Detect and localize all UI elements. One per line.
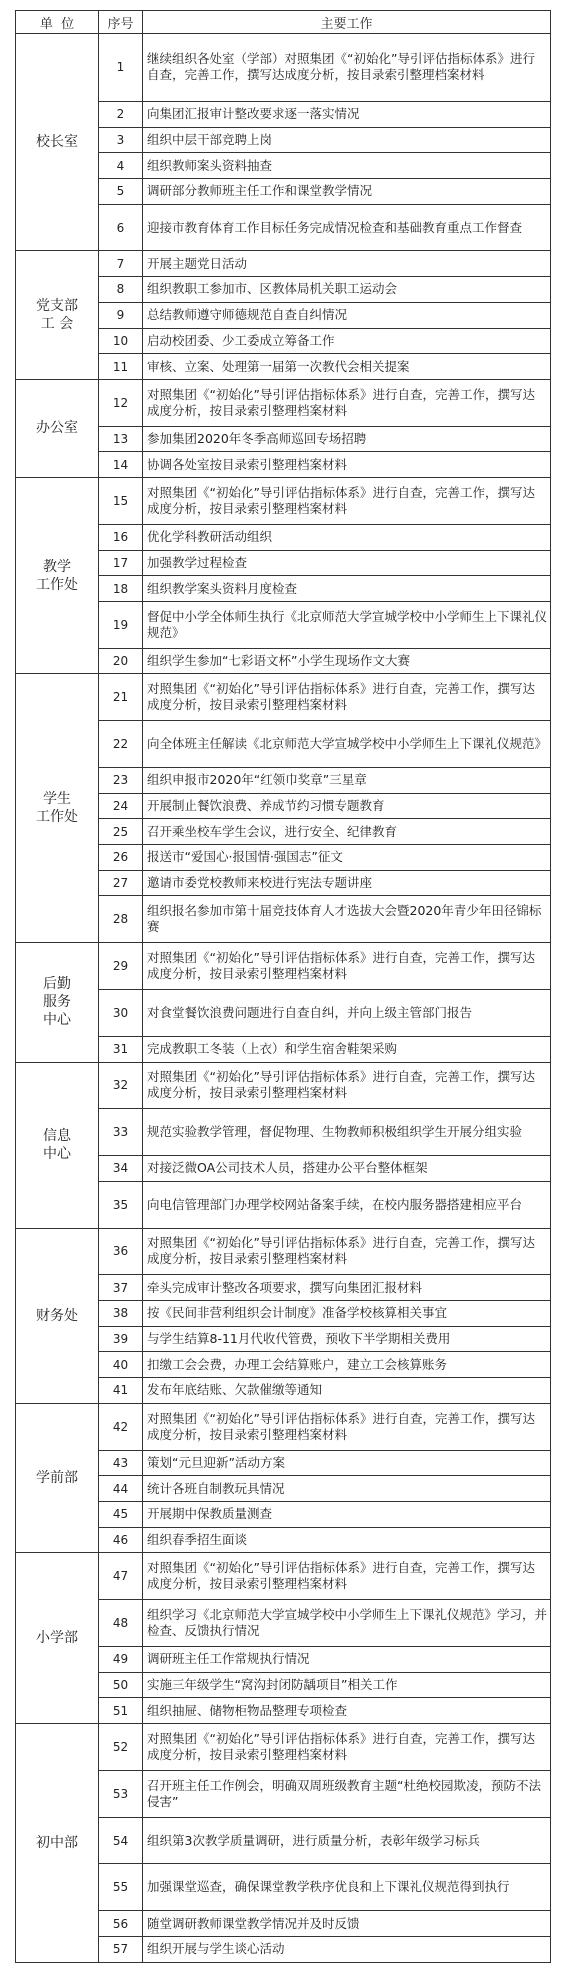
work-cell: 对照集团《“初始化”导引评估指标体系》进行自查，完善工作，撰写达成度分析，按目录索引整理档案材料 bbox=[143, 1062, 551, 1109]
seq-cell: 31 bbox=[99, 1036, 143, 1062]
work-cell: 组织春季招生面谈 bbox=[143, 1527, 551, 1553]
seq-cell: 1 bbox=[99, 34, 143, 102]
seq-cell: 17 bbox=[99, 550, 143, 576]
unit-cell: 校长室 bbox=[16, 34, 99, 251]
seq-cell: 18 bbox=[99, 576, 143, 602]
work-cell: 总结教师遵守师德规范自查自纠情况 bbox=[143, 302, 551, 328]
work-cell: 对照集团《“初始化”导引评估指标体系》进行自查，完善工作，撰写达成度分析，按目录索引整理档案材料 bbox=[143, 674, 551, 721]
seq-cell: 46 bbox=[99, 1527, 143, 1553]
seq-cell: 3 bbox=[99, 127, 143, 153]
seq-cell: 27 bbox=[99, 870, 143, 896]
unit-cell: 办公室 bbox=[16, 379, 99, 477]
seq-cell: 37 bbox=[99, 1275, 143, 1301]
work-cell: 对食堂餐饮浪费问题进行自查自纠，并向上级主管部门报告 bbox=[143, 990, 551, 1037]
seq-cell: 23 bbox=[99, 767, 143, 793]
seq-cell: 57 bbox=[99, 1936, 143, 1962]
work-cell: 按《民间非营利组织会计制度》准备学校核算相关事宜 bbox=[143, 1301, 551, 1327]
seq-cell: 45 bbox=[99, 1501, 143, 1527]
work-cell: 牵头完成审计整改各项要求，撰写向集团汇报材料 bbox=[143, 1275, 551, 1301]
unit-cell: 教学 工作处 bbox=[16, 478, 99, 674]
table-body bbox=[16, 34, 551, 1963]
unit-cell: 小学部 bbox=[16, 1553, 99, 1724]
seq-cell: 12 bbox=[99, 379, 143, 426]
work-cell: 向全体班主任解读《北京师范大学宣城学校中小学师生上下课礼仪规范》 bbox=[143, 721, 551, 768]
seq-cell: 35 bbox=[99, 1181, 143, 1228]
work-cell: 组织教学案头资料月度检查 bbox=[143, 576, 551, 602]
table-row bbox=[16, 251, 551, 277]
seq-cell: 7 bbox=[99, 251, 143, 277]
work-cell: 调研班主任工作常规执行情况 bbox=[143, 1646, 551, 1672]
work-cell: 组织学习《北京师范大学宣城学校中小学师生上下课礼仪规范》学习，并检查、反馈执行情况 bbox=[143, 1600, 551, 1647]
unit-cell: 后勤 服务 中心 bbox=[16, 943, 99, 1062]
seq-cell: 30 bbox=[99, 990, 143, 1037]
seq-cell: 51 bbox=[99, 1698, 143, 1724]
work-cell: 迎接市教育体育工作目标任务完成情况检查和基础教育重点工作督查 bbox=[143, 204, 551, 251]
table-row bbox=[16, 1553, 551, 1600]
unit-cell: 党支部 工 会 bbox=[16, 251, 99, 379]
seq-cell: 55 bbox=[99, 1864, 143, 1911]
seq-cell: 34 bbox=[99, 1156, 143, 1182]
seq-cell: 39 bbox=[99, 1326, 143, 1352]
seq-cell: 48 bbox=[99, 1600, 143, 1647]
work-cell: 调研部分教师班主任工作和课堂教学情况 bbox=[143, 178, 551, 204]
work-cell: 对接泛微OA公司技术人员，搭建办公平台整体框架 bbox=[143, 1156, 551, 1182]
work-cell: 组织教职工参加市、区教体局机关职工运动会 bbox=[143, 277, 551, 303]
seq-cell: 20 bbox=[99, 648, 143, 674]
seq-cell: 8 bbox=[99, 277, 143, 303]
table-row bbox=[16, 1228, 551, 1275]
work-cell: 对照集团《“初始化”导引评估指标体系》进行自查，完善工作，撰写达成度分析，按目录索引整理档案材料 bbox=[143, 1228, 551, 1275]
work-cell: 组织第3次教学质量调研，进行质量分析，表彰年级学习标兵 bbox=[143, 1817, 551, 1864]
work-cell: 参加集团2020年冬季高师巡回专场招聘 bbox=[143, 426, 551, 452]
seq-cell: 41 bbox=[99, 1378, 143, 1404]
work-cell: 加强教学过程检查 bbox=[143, 550, 551, 576]
seq-cell: 36 bbox=[99, 1228, 143, 1275]
work-cell: 报送市“爱国心·报国情·强国志”征文 bbox=[143, 845, 551, 871]
work-cell: 组织中层干部竞聘上岗 bbox=[143, 127, 551, 153]
unit-cell: 学生 工作处 bbox=[16, 674, 99, 943]
seq-cell: 6 bbox=[99, 204, 143, 251]
header-work: 主要工作 bbox=[143, 11, 551, 34]
seq-cell: 47 bbox=[99, 1553, 143, 1600]
work-cell: 发布年底结账、欠款催缴等通知 bbox=[143, 1378, 551, 1404]
work-cell: 协调各处室按目录索引整理档案材料 bbox=[143, 452, 551, 478]
work-cell: 策划“元旦迎新”活动方案 bbox=[143, 1450, 551, 1476]
table-row bbox=[16, 1724, 551, 1771]
work-cell: 对照集团《“初始化”导引评估指标体系》进行自查，完善工作，撰写达成度分析，按目录索引整理档案材料 bbox=[143, 1724, 551, 1771]
table-row bbox=[16, 1062, 551, 1109]
unit-cell: 初中部 bbox=[16, 1724, 99, 1963]
table-row bbox=[16, 34, 551, 102]
work-cell: 督促中小学全体师生执行《北京师范大学宣城学校中小学师生上下课礼仪规范》 bbox=[143, 601, 551, 648]
header-unit: 单 位 bbox=[16, 11, 99, 34]
work-cell: 召开班主任工作例会，明确双周班级教育主题“杜绝校园欺凌，预防不法侵害” bbox=[143, 1770, 551, 1817]
seq-cell: 42 bbox=[99, 1403, 143, 1450]
seq-cell: 11 bbox=[99, 354, 143, 380]
seq-cell: 53 bbox=[99, 1770, 143, 1817]
seq-cell: 38 bbox=[99, 1301, 143, 1327]
unit-cell: 财务处 bbox=[16, 1228, 99, 1403]
seq-cell: 44 bbox=[99, 1476, 143, 1502]
unit-cell: 信息 中心 bbox=[16, 1062, 99, 1228]
seq-cell: 50 bbox=[99, 1672, 143, 1698]
seq-cell: 28 bbox=[99, 896, 143, 943]
work-cell: 召开乘坐校车学生会议，进行安全、纪律教育 bbox=[143, 819, 551, 845]
seq-cell: 54 bbox=[99, 1817, 143, 1864]
work-cell: 组织学生参加“七彩语文杯”小学生现场作文大赛 bbox=[143, 648, 551, 674]
header-row bbox=[16, 11, 551, 34]
header-seq: 序号 bbox=[99, 11, 143, 34]
work-cell: 对照集团《“初始化”导引评估指标体系》进行自查，完善工作，撰写达成度分析，按目录索引整理档案材料 bbox=[143, 1403, 551, 1450]
seq-cell: 24 bbox=[99, 793, 143, 819]
work-cell: 启动校团委、少工委成立筹备工作 bbox=[143, 328, 551, 354]
work-cell: 邀请市委党校教师来校进行宪法专题讲座 bbox=[143, 870, 551, 896]
work-plan-table bbox=[15, 10, 551, 1963]
work-cell: 继续组织各处室（学部）对照集团《“初始化”导引评估指标体系》进行自查，完善工作，撰写达成度分析，按目录索引整理档案材料 bbox=[143, 34, 551, 102]
work-cell: 对照集团《“初始化”导引评估指标体系》进行自查，完善工作，撰写达成度分析，按目录索引整理档案材料 bbox=[143, 478, 551, 525]
work-cell: 优化学科教研活动组织 bbox=[143, 524, 551, 550]
table-row bbox=[16, 478, 551, 525]
table-row bbox=[16, 943, 551, 990]
seq-cell: 15 bbox=[99, 478, 143, 525]
work-cell: 开展期中保教质量测查 bbox=[143, 1501, 551, 1527]
work-cell: 对照集团《“初始化”导引评估指标体系》进行自查，完善工作，撰写达成度分析，按目录索引整理档案材料 bbox=[143, 943, 551, 990]
work-cell: 实施三年级学生“窝沟封闭防龋项目”相关工作 bbox=[143, 1672, 551, 1698]
work-cell: 统计各班自制教玩具情况 bbox=[143, 1476, 551, 1502]
seq-cell: 43 bbox=[99, 1450, 143, 1476]
seq-cell: 9 bbox=[99, 302, 143, 328]
work-cell: 扣缴工会会费，办理工会结算账户，建立工会核算账务 bbox=[143, 1352, 551, 1378]
seq-cell: 19 bbox=[99, 601, 143, 648]
table-row bbox=[16, 674, 551, 721]
seq-cell: 2 bbox=[99, 101, 143, 127]
work-cell: 完成教职工冬装（上衣）和学生宿舍鞋架采购 bbox=[143, 1036, 551, 1062]
seq-cell: 25 bbox=[99, 819, 143, 845]
work-cell: 规范实验教学管理，督促物理、生物教师积极组织学生开展分组实验 bbox=[143, 1109, 551, 1156]
table-row bbox=[16, 1403, 551, 1450]
work-cell: 随堂调研教师课堂教学情况并及时反馈 bbox=[143, 1911, 551, 1937]
unit-cell: 学前部 bbox=[16, 1403, 99, 1553]
work-cell: 组织教师案头资料抽查 bbox=[143, 153, 551, 179]
seq-cell: 21 bbox=[99, 674, 143, 721]
seq-cell: 29 bbox=[99, 943, 143, 990]
work-cell: 开展制止餐饮浪费、养成节约习惯专题教育 bbox=[143, 793, 551, 819]
work-cell: 开展主题党日活动 bbox=[143, 251, 551, 277]
work-cell: 组织抽屉、储物柜物品整理专项检查 bbox=[143, 1698, 551, 1724]
seq-cell: 56 bbox=[99, 1911, 143, 1937]
work-cell: 向电信管理部门办理学校网站备案手续，在校内服务器搭建相应平台 bbox=[143, 1181, 551, 1228]
seq-cell: 14 bbox=[99, 452, 143, 478]
seq-cell: 4 bbox=[99, 153, 143, 179]
seq-cell: 40 bbox=[99, 1352, 143, 1378]
work-cell: 对照集团《“初始化”导引评估指标体系》进行自查，完善工作，撰写达成度分析，按目录索引整理档案材料 bbox=[143, 1553, 551, 1600]
work-cell: 组织申报市2020年“红领巾奖章”三星章 bbox=[143, 767, 551, 793]
seq-cell: 26 bbox=[99, 845, 143, 871]
work-cell: 与学生结算8-11月代收代管费，预收下半学期相关费用 bbox=[143, 1326, 551, 1352]
seq-cell: 5 bbox=[99, 178, 143, 204]
seq-cell: 16 bbox=[99, 524, 143, 550]
seq-cell: 49 bbox=[99, 1646, 143, 1672]
work-cell: 组织报名参加市第十届竞技体育人才选拔大会暨2020年青少年田径锦标赛 bbox=[143, 896, 551, 943]
work-cell: 对照集团《“初始化”导引评估指标体系》进行自查，完善工作，撰写达成度分析，按目录索引整理档案材料 bbox=[143, 379, 551, 426]
seq-cell: 10 bbox=[99, 328, 143, 354]
seq-cell: 13 bbox=[99, 426, 143, 452]
seq-cell: 52 bbox=[99, 1724, 143, 1771]
seq-cell: 33 bbox=[99, 1109, 143, 1156]
work-cell: 加强课堂巡查，确保课堂教学秩序优良和上下课礼仪规范得到执行 bbox=[143, 1864, 551, 1911]
seq-cell: 32 bbox=[99, 1062, 143, 1109]
seq-cell: 22 bbox=[99, 721, 143, 768]
work-cell: 组织开展与学生谈心活动 bbox=[143, 1936, 551, 1962]
work-cell: 向集团汇报审计整改要求逐一落实情况 bbox=[143, 101, 551, 127]
table-row bbox=[16, 379, 551, 426]
work-cell: 审核、立案、处理第一届第一次教代会相关提案 bbox=[143, 354, 551, 380]
